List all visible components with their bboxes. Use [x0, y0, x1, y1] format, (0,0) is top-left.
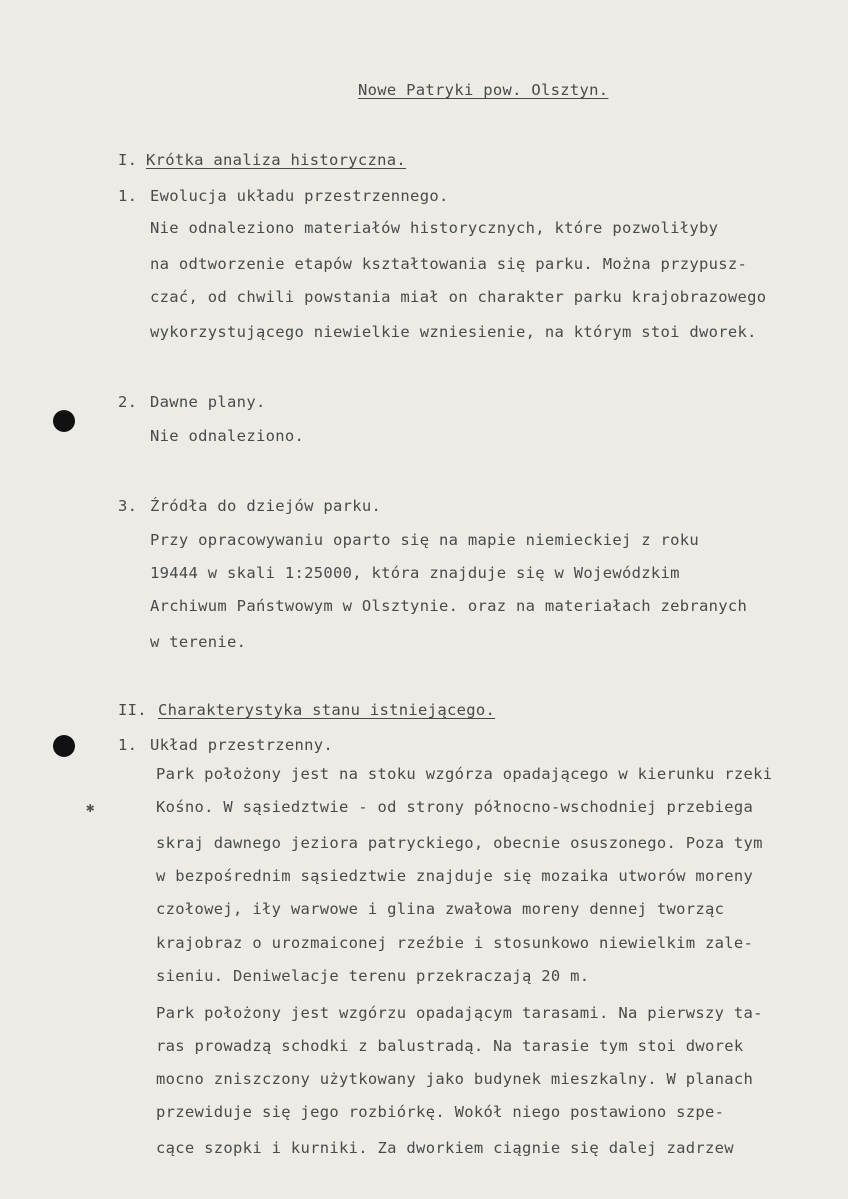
paragraph-line: Przy opracowywaniu oparto się na mapie niemieckiej z roku [150, 531, 700, 549]
paragraph-line: Nie odnaleziono materiałów historycznych, które pozwoliłyby [150, 219, 719, 237]
paragraph-line: Park położony jest wzgórzu opadającym tarasami. Na pierwszy ta- [156, 1004, 763, 1022]
item-title: Układ przestrzenny. [150, 736, 334, 754]
paragraph-line: Kośno. W sąsiedztwie - od strony północno-wschodniej przebiega [156, 798, 754, 816]
section-heading: Charakterystyka stanu istniejącego. [158, 701, 496, 719]
section-heading: Krótka analiza historyczna. [146, 151, 407, 169]
paragraph-line: Nie odnaleziono. [150, 427, 305, 445]
document-title: Nowe Patryki pow. Olsztyn. [358, 81, 609, 99]
item-title: Dawne plany. [150, 393, 266, 411]
item-number: 3. [118, 497, 138, 515]
paragraph-line: czać, od chwili powstania miał on charakter parku krajobrazowego [150, 288, 767, 306]
paragraph-line: 19444 w skali 1:25000, która znajduje się w Wojewódzkim [150, 564, 680, 582]
item-number: 1. [118, 736, 138, 754]
paragraph-line: w terenie. [150, 633, 247, 651]
paragraph-line: czołowej, iły warwowe i glina zwałowa moreny dennej tworząc [156, 900, 725, 918]
paragraph-line: Park położony jest na stoku wzgórza opadającego w kierunku rzeki [156, 765, 773, 783]
item-number: 1. [118, 187, 138, 205]
punch-hole [53, 735, 75, 757]
paragraph-line: ras prowadzą schodki z balustradą. Na tarasie tym stoi dworek [156, 1037, 744, 1055]
paragraph-line: skraj dawnego jeziora patryckiego, obecnie osuszonego. Poza tym [156, 834, 763, 852]
paragraph-line: przewiduje się jego rozbiórkę. Wokół niego postawiono szpe- [156, 1103, 725, 1121]
paragraph-line: Archiwum Państwowym w Olsztynie. oraz na materiałach zebranych [150, 597, 748, 615]
paragraph-line: krajobraz o urozmaiconej rzeźbie i stosunkowo niewielkim zale- [156, 934, 754, 952]
paragraph-line: wykorzystującego niewielkie wzniesienie, na którym stoi dworek. [150, 323, 757, 341]
item-title: Źródła do dziejów parku. [150, 497, 382, 515]
punch-hole [53, 410, 75, 432]
item-number: 2. [118, 393, 138, 411]
paragraph-line: cące szopki i kurniki. Za dworkiem ciągnie się dalej zadrzew [156, 1139, 734, 1157]
ink-mark: ✱ [86, 800, 95, 816]
paragraph-line: sieniu. Deniwelacje terenu przekraczają 20 m. [156, 967, 590, 985]
paragraph-line: w bezpośrednim sąsiedztwie znajduje się mozaika utworów moreny [156, 867, 754, 885]
paragraph-line: mocno zniszczony użytkowany jako budynek mieszkalny. W planach [156, 1070, 754, 1088]
paragraph-line: na odtworzenie etapów kształtowania się parku. Można przypusz- [150, 255, 748, 273]
section-number: I. [118, 151, 138, 169]
section-number: II. [118, 701, 147, 719]
item-title: Ewolucja układu przestrzennego. [150, 187, 449, 205]
